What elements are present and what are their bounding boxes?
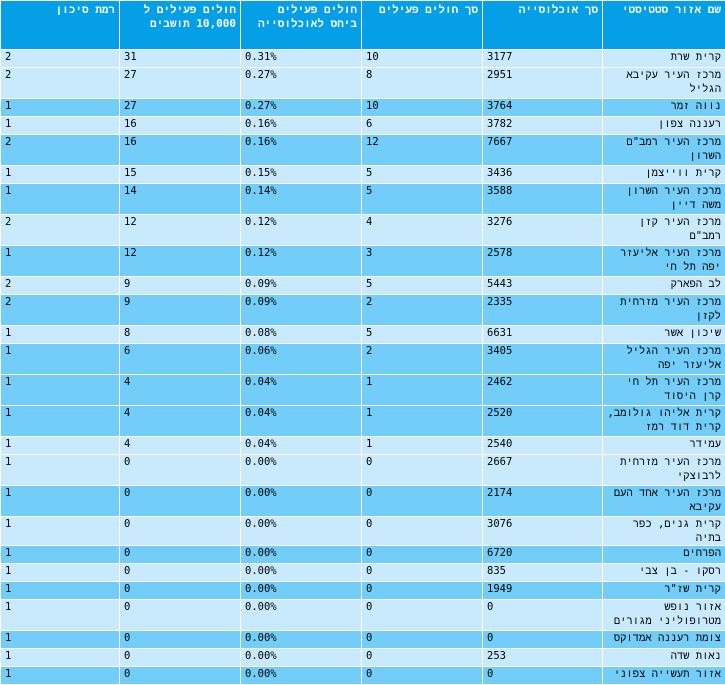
- cell-name: מרכז העיר מזרחית לרבוצקי: [603, 455, 725, 486]
- cell-active: 1: [362, 437, 483, 455]
- cell-risk: 1: [1, 246, 120, 277]
- table-row: [1, 649, 725, 667]
- cell-name: עמידר: [603, 437, 725, 455]
- cell-risk: 2: [1, 215, 120, 246]
- cell-population: 3405: [483, 344, 603, 375]
- cell-percent: 0.04%: [241, 375, 362, 406]
- table-row: [1, 344, 725, 375]
- table-row: [1, 99, 725, 117]
- cell-per10k: 14: [120, 184, 241, 215]
- cell-percent: 0.16%: [241, 117, 362, 135]
- cell-name: קרית ווייצמן: [603, 166, 725, 184]
- table-row: [1, 326, 725, 344]
- table-row: [1, 295, 725, 326]
- table-row: [1, 631, 725, 649]
- cell-percent: 0.00%: [241, 546, 362, 564]
- cell-name: רעננה צפון: [603, 117, 725, 135]
- cell-population: 0: [483, 631, 603, 649]
- cell-active: 0: [362, 517, 483, 546]
- cell-active: 5: [362, 277, 483, 295]
- cell-active: 0: [362, 455, 483, 486]
- cell-risk: 1: [1, 99, 120, 117]
- cell-per10k: 27: [120, 99, 241, 117]
- cell-active: 1: [362, 375, 483, 406]
- cell-population: 3436: [483, 166, 603, 184]
- cell-risk: 1: [1, 166, 120, 184]
- cell-risk: 1: [1, 455, 120, 486]
- cell-per10k: 9: [120, 295, 241, 326]
- cell-risk: 1: [1, 667, 120, 685]
- cell-risk: 2: [1, 50, 120, 68]
- cell-name: קרית שרת: [603, 50, 725, 68]
- cell-per10k: 12: [120, 215, 241, 246]
- table-row: [1, 375, 725, 406]
- cell-per10k: 4: [120, 406, 241, 437]
- cell-per10k: 16: [120, 135, 241, 166]
- cell-active: 4: [362, 215, 483, 246]
- cell-active: 1: [362, 406, 483, 437]
- cell-active: 5: [362, 166, 483, 184]
- cell-active: 8: [362, 68, 483, 99]
- table-row: [1, 667, 725, 685]
- cell-name: מרכז העיר תל חי קרן היסוד: [603, 375, 725, 406]
- cell-name: מרכז העיר הגליל אליעזר יפה: [603, 344, 725, 375]
- header-row: [1, 1, 725, 50]
- table-row: [1, 582, 725, 600]
- cell-per10k: 0: [120, 667, 241, 685]
- cell-active: 0: [362, 649, 483, 667]
- cell-active: 6: [362, 117, 483, 135]
- cell-percent: 0.27%: [241, 99, 362, 117]
- cell-population: 1949: [483, 582, 603, 600]
- cell-percent: 0.00%: [241, 582, 362, 600]
- cell-per10k: 0: [120, 455, 241, 486]
- cell-active: 0: [362, 582, 483, 600]
- cell-name: מרכז העיר אחד העם עקיבא: [603, 486, 725, 517]
- cell-active: 0: [362, 600, 483, 631]
- table-row: [1, 184, 725, 215]
- cell-population: 3764: [483, 99, 603, 117]
- cell-risk: 1: [1, 517, 120, 546]
- cell-risk: 1: [1, 437, 120, 455]
- cell-per10k: 31: [120, 50, 241, 68]
- cell-name: שיכון אשר: [603, 326, 725, 344]
- cell-active: 3: [362, 246, 483, 277]
- cell-risk: 1: [1, 564, 120, 582]
- header-per10k: חולים פעילים ל 10,000 תושבים: [120, 1, 241, 50]
- cell-per10k: 27: [120, 68, 241, 99]
- cell-population: 2667: [483, 455, 603, 486]
- cell-population: 5443: [483, 277, 603, 295]
- cell-per10k: 0: [120, 600, 241, 631]
- cell-population: 6631: [483, 326, 603, 344]
- cell-active: 2: [362, 295, 483, 326]
- cell-population: 3076: [483, 517, 603, 546]
- cell-per10k: 0: [120, 546, 241, 564]
- cell-percent: 0.09%: [241, 295, 362, 326]
- header-active: סך חולים פעילים: [362, 1, 483, 50]
- cell-active: 0: [362, 564, 483, 582]
- cell-name: מרכז העיר קזן רמב"ם: [603, 215, 725, 246]
- cell-per10k: 12: [120, 246, 241, 277]
- table-row: [1, 215, 725, 246]
- cell-name: מרכז העיר אליעזר יפה תל חי: [603, 246, 725, 277]
- cell-percent: 0.06%: [241, 344, 362, 375]
- table-row: [1, 517, 725, 546]
- cell-population: 2462: [483, 375, 603, 406]
- cell-risk: 1: [1, 375, 120, 406]
- cell-percent: 0.00%: [241, 649, 362, 667]
- cell-percent: 0.00%: [241, 631, 362, 649]
- cell-risk: 1: [1, 344, 120, 375]
- header-risk: רמת סיכון: [1, 1, 120, 50]
- cell-per10k: 0: [120, 517, 241, 546]
- cell-percent: 0.15%: [241, 166, 362, 184]
- cell-risk: 1: [1, 582, 120, 600]
- cell-percent: 0.27%: [241, 68, 362, 99]
- cell-per10k: 0: [120, 564, 241, 582]
- cell-name: מרכז העיר עקיבא הגליל: [603, 68, 725, 99]
- cell-per10k: 9: [120, 277, 241, 295]
- cell-name: צומת רעננה אמדוקס: [603, 631, 725, 649]
- cell-population: 3782: [483, 117, 603, 135]
- cell-population: 6720: [483, 546, 603, 564]
- cell-active: 5: [362, 326, 483, 344]
- cell-risk: 1: [1, 184, 120, 215]
- cell-active: 5: [362, 184, 483, 215]
- cell-per10k: 0: [120, 631, 241, 649]
- cell-active: 0: [362, 486, 483, 517]
- table-row: [1, 68, 725, 99]
- cell-percent: 0.12%: [241, 215, 362, 246]
- table-row: [1, 455, 725, 486]
- cell-per10k: 4: [120, 375, 241, 406]
- cell-percent: 0.16%: [241, 135, 362, 166]
- cell-per10k: 6: [120, 344, 241, 375]
- cell-risk: 1: [1, 486, 120, 517]
- cell-active: 2: [362, 344, 483, 375]
- cell-percent: 0.00%: [241, 667, 362, 685]
- cell-population: 2951: [483, 68, 603, 99]
- table-row: [1, 277, 725, 295]
- cell-population: 2174: [483, 486, 603, 517]
- cell-risk: 1: [1, 326, 120, 344]
- table-row: [1, 600, 725, 631]
- cell-percent: 0.00%: [241, 564, 362, 582]
- header-population: סך אוכלוסייה: [483, 1, 603, 50]
- cell-per10k: 0: [120, 486, 241, 517]
- table-row: [1, 246, 725, 277]
- cell-percent: 0.09%: [241, 277, 362, 295]
- cell-risk: 1: [1, 406, 120, 437]
- cell-per10k: 4: [120, 437, 241, 455]
- cell-name: נאות שדה: [603, 649, 725, 667]
- table-row: [1, 166, 725, 184]
- cell-population: 2520: [483, 406, 603, 437]
- cell-name: רסקו - בן צבי: [603, 564, 725, 582]
- cell-name: לב הפארק: [603, 277, 725, 295]
- cell-name: קרית אליהו גולומב, קרית דוד רמז: [603, 406, 725, 437]
- cell-risk: 1: [1, 546, 120, 564]
- cell-population: 253: [483, 649, 603, 667]
- cell-active: 0: [362, 546, 483, 564]
- cell-population: 835: [483, 564, 603, 582]
- cell-per10k: 16: [120, 117, 241, 135]
- cell-percent: 0.08%: [241, 326, 362, 344]
- cell-name: מרכז העיר מזרחית לקזן: [603, 295, 725, 326]
- cell-risk: 1: [1, 649, 120, 667]
- cell-active: 12: [362, 135, 483, 166]
- cell-per10k: 8: [120, 326, 241, 344]
- cell-percent: 0.00%: [241, 517, 362, 546]
- cell-percent: 0.31%: [241, 50, 362, 68]
- cell-risk: 1: [1, 117, 120, 135]
- cell-name: קרית שז"ר: [603, 582, 725, 600]
- cell-risk: 2: [1, 135, 120, 166]
- cell-active: 0: [362, 667, 483, 685]
- cell-risk: 2: [1, 295, 120, 326]
- cell-per10k: 0: [120, 649, 241, 667]
- cell-risk: 1: [1, 631, 120, 649]
- cell-percent: 0.12%: [241, 246, 362, 277]
- cell-population: 3177: [483, 50, 603, 68]
- cell-name: אזור תעשייה צפוני: [603, 667, 725, 685]
- header-name: שם אזור סטטיסטי: [603, 1, 725, 50]
- cell-population: 3588: [483, 184, 603, 215]
- cell-population: 2335: [483, 295, 603, 326]
- table-row: [1, 564, 725, 582]
- cell-risk: 2: [1, 68, 120, 99]
- cell-population: 2540: [483, 437, 603, 455]
- cell-per10k: 0: [120, 582, 241, 600]
- cell-percent: 0.00%: [241, 600, 362, 631]
- table-row: [1, 406, 725, 437]
- cell-risk: 1: [1, 600, 120, 631]
- table-row: [1, 486, 725, 517]
- cell-percent: 0.14%: [241, 184, 362, 215]
- cell-percent: 0.04%: [241, 406, 362, 437]
- cell-active: 10: [362, 50, 483, 68]
- cell-population: 0: [483, 600, 603, 631]
- cell-percent: 0.00%: [241, 486, 362, 517]
- cell-population: 2578: [483, 246, 603, 277]
- table-row: [1, 437, 725, 455]
- cell-name: קרית גנים, כפר בתיה: [603, 517, 725, 546]
- cell-population: 3276: [483, 215, 603, 246]
- table-row: [1, 117, 725, 135]
- cell-name: מרכז העיר רמב"ם השרון: [603, 135, 725, 166]
- cell-name: מרכז העיר השרון משה דיין: [603, 184, 725, 215]
- cell-name: הפרחים: [603, 546, 725, 564]
- cell-population: 7667: [483, 135, 603, 166]
- cell-risk: 2: [1, 277, 120, 295]
- cell-per10k: 15: [120, 166, 241, 184]
- cell-name: נווה זמר: [603, 99, 725, 117]
- cell-population: 0: [483, 667, 603, 685]
- cell-active: 10: [362, 99, 483, 117]
- table-row: [1, 50, 725, 68]
- table-row: [1, 135, 725, 166]
- cell-percent: 0.00%: [241, 455, 362, 486]
- header-percent: חולים פעילים ביחס לאוכלוסייה: [241, 1, 362, 50]
- cell-name: אזור נופש מטרופוליני מגורים: [603, 600, 725, 631]
- cell-active: 0: [362, 631, 483, 649]
- cell-percent: 0.04%: [241, 437, 362, 455]
- table-row: [1, 546, 725, 564]
